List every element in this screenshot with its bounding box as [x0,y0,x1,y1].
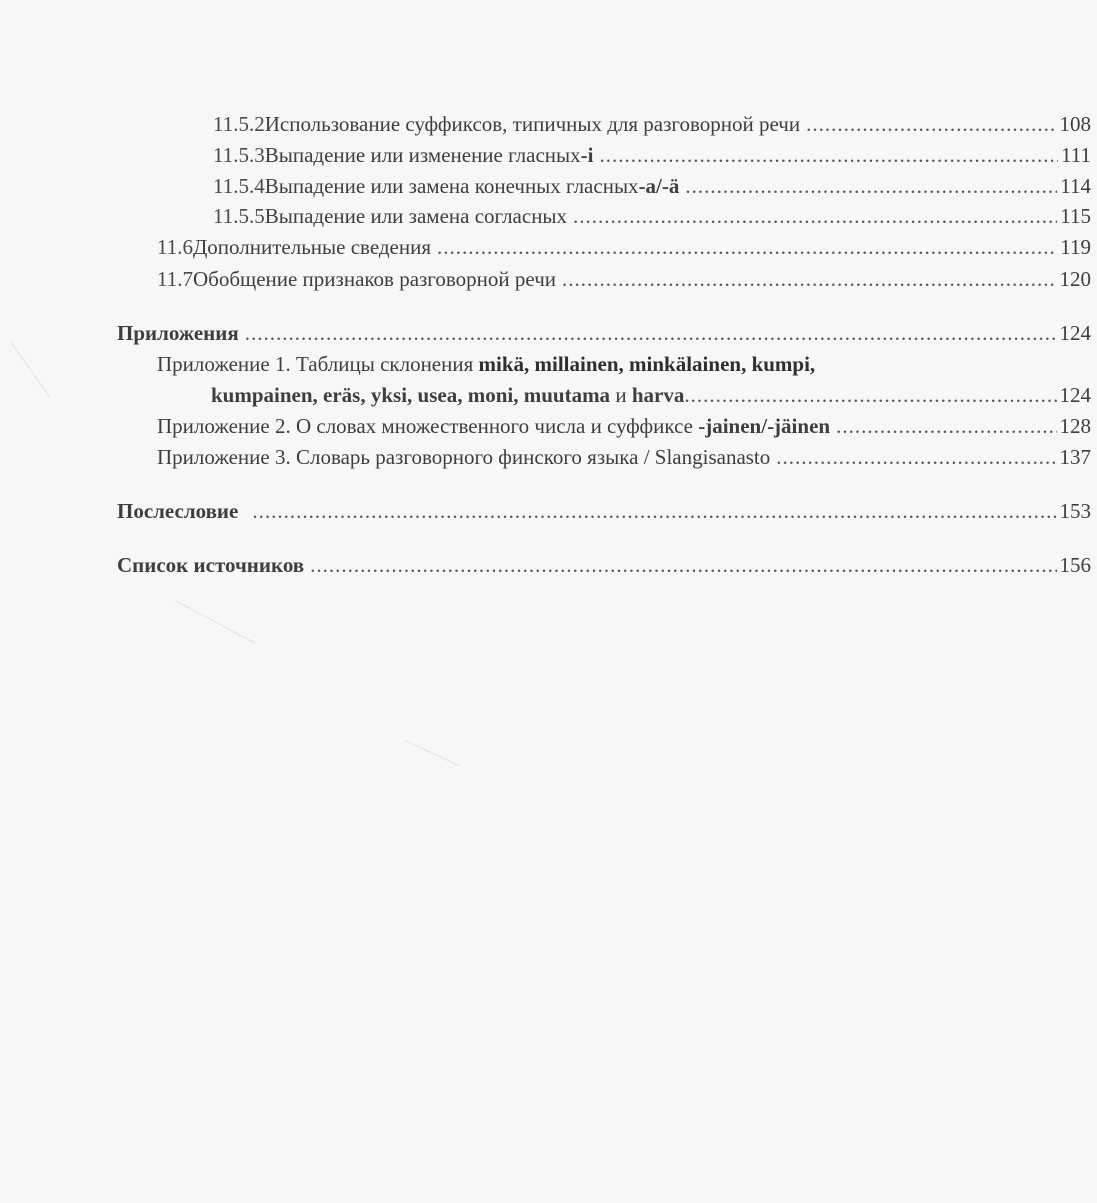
page-number: 114 [1060,174,1091,198]
appendix-1-prefix: Приложение 1. Таблицы склонения [157,352,479,376]
appendix-2-suffix-bold: -jainen/-jäinen [698,414,831,438]
section-number: 11.6 [157,235,193,259]
page-number: 137 [1059,445,1091,469]
dot-leader [437,233,1057,261]
toc-entry-11-5-5[interactable] [213,202,1091,230]
page-number: 124 [1059,321,1091,345]
page-number: 115 [1060,204,1091,228]
section-title: Выпадение или замена конечных гласных [264,174,639,198]
section-title: Выпадение или изменение гласных [264,143,581,167]
toc-entry-11-5-4[interactable] [213,172,1091,200]
toc-entry-appendices[interactable] [117,319,1091,347]
page-number: 124 [1059,383,1091,407]
dot-leader [776,443,1056,471]
section-title: Приложение 3. Словарь разговорного финского языка / Slangisanasto [157,445,771,469]
toc-entry-afterword[interactable] [117,497,1091,525]
dot-leader [599,141,1058,169]
dot-leader [685,172,1057,200]
toc-entry-11-7[interactable] [157,265,1091,293]
dot-leader [836,412,1056,440]
section-title-bold: -i [580,143,594,167]
toc-entry-appendix-3[interactable] [157,443,1091,471]
section-title: Послесловие [117,499,239,523]
dot-leader [806,110,1056,138]
section-number: 11.5.3 [213,143,265,167]
paper-scratch [175,600,255,643]
toc-entry-11-6[interactable] [157,233,1091,261]
page-number: 153 [1059,499,1091,523]
toc-entry-appendix-2[interactable] [157,412,1091,440]
page-number: 119 [1060,235,1091,259]
section-title: Выпадение или замена согласных [264,204,568,228]
section-title: Список источников [117,553,305,577]
toc-entry-appendix-1-line-1[interactable] [157,350,815,378]
dot-leader [562,265,1057,293]
page-number: 156 [1059,553,1091,577]
appendix-2-prefix: Приложение 2. О словах множественного числа и суффиксе [157,414,699,438]
appendix-1-words-bold-2: kumpainen, eräs, yksi, usea, moni, muutama [211,383,611,407]
section-number: 11.5.5 [213,204,265,228]
dot-leader [573,202,1057,230]
page-number: 111 [1061,143,1091,167]
dot-leader [310,551,1056,579]
paper-scratch [405,740,460,766]
section-number: 11.7 [157,267,193,291]
page-number: 120 [1059,267,1091,291]
dot-leader [684,381,1056,409]
page-number: 108 [1059,112,1091,136]
appendix-1-words-bold-3: harva [631,383,685,407]
section-number: 11.5.4 [213,174,265,198]
toc-entry-11-5-3[interactable] [213,141,1091,169]
dot-leader [245,319,1057,347]
section-title: Обобщение признаков разговорной речи [192,267,556,291]
appendix-1-conjunction: и [610,383,632,407]
dot-leader [252,497,1056,525]
toc-entry-sources[interactable] [117,551,1091,579]
section-number: 11.5.2 [213,112,265,136]
appendix-1-words-bold: mikä, millainen, minkälainen, kumpi, [478,352,816,376]
section-title: Дополнительные сведения [192,235,431,259]
section-title: Приложения [117,321,239,345]
section-title: Использование суффиксов, типичных для разговорной речи [264,112,801,136]
page-number: 128 [1059,414,1091,438]
section-title-bold: -a/-ä [638,174,680,198]
toc-entry-appendix-1-line-2[interactable] [211,381,1091,409]
paper-scratch [10,340,51,398]
toc-entry-11-5-2[interactable] [213,110,1091,138]
